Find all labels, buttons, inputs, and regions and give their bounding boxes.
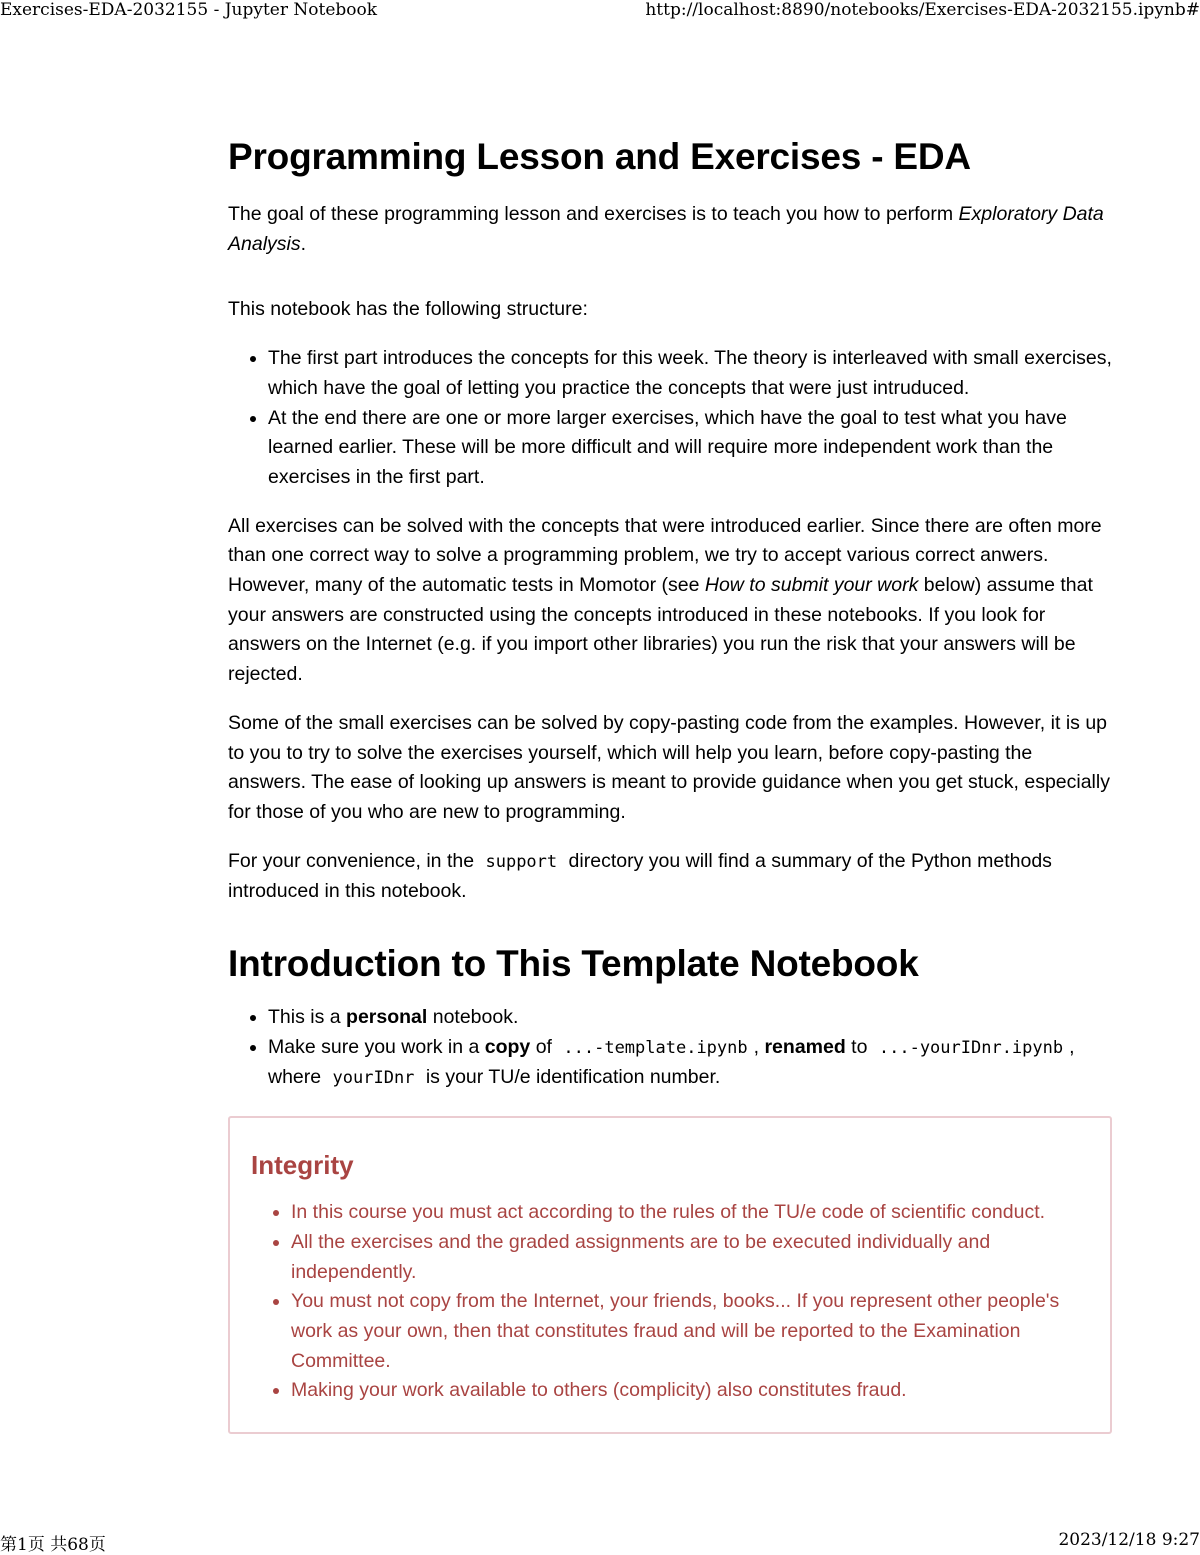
intro-heading: Introduction to This Template Notebook: [228, 943, 919, 985]
print-header-title: Exercises-EDA-2032155 - Jupyter Notebook: [0, 0, 378, 20]
item-text: , where: [268, 1035, 1075, 1089]
exercises-text-2: below) assume that your answers are constructed using the concepts introduced in these notebooks. If you look for answers on the Internet (e.g. if you import other libraries) you run the risk that your answers will be rejected.: [228, 574, 1093, 686]
exercises-text-1: All exercises can be solved with the concepts that were introduced earlier. Since there are often more than one correct way to solve a programming problem, we try to accept various correct anwers. However, many of the automatic tests in Momotor (see: [228, 514, 1102, 597]
support-code: support: [485, 851, 558, 872]
print-header: [0, 0, 1200, 24]
list-item: • At the end there are one or more larger exercises, which have the goal to test what you have learned earlier. These will be more difficult and will require more independent work than the exercises in the first part.: [268, 404, 1112, 493]
list-item: • Making your work available to others (complicity) also constitutes fraud.: [291, 1376, 1090, 1406]
copy-bold: copy: [484, 1035, 531, 1058]
notebook-content: [228, 134, 1112, 1434]
list-item: • The first part introduces the concepts for this week. The theory is interleaved with small exercises, which have the goal of letting you practice the concepts that were just intruduced.: [268, 344, 1112, 403]
goal-paragraph: [228, 200, 1112, 259]
renamed-bold: renamed: [764, 1035, 846, 1058]
structure-list: [228, 344, 1112, 493]
item-text: notebook.: [427, 1006, 519, 1029]
item-text: of: [530, 1035, 558, 1058]
print-datetime: 2023/12/18 9:27: [1058, 1530, 1200, 1550]
convenience-text-2: directory you will find a summary of the Python methods introduced in this notebook.: [228, 849, 1052, 903]
exercises-paragraph: [228, 512, 1112, 690]
copy-paste-paragraph: Some of the small exercises can be solved by copy-pasting code from the examples. However, it is up to you to try to solve the exercises yourself, which will help you learn, before copy-pasting the answers. The ease of looking up answers is meant to provide guidance when you get stuck, especially for those of you who are new to programming.: [228, 711, 1110, 823]
list-item: [268, 1003, 1112, 1033]
print-footer: [0, 1530, 1200, 1554]
print-header-url: http://localhost:8890/notebooks/Exercises-EDA-2032155.ipynb#: [645, 0, 1200, 20]
lesson-heading: Programming Lesson and Exercises - EDA: [228, 136, 971, 177]
integrity-list: [251, 1198, 1090, 1406]
item-text: to: [845, 1035, 873, 1058]
list-item: [268, 1033, 1112, 1094]
list-item: • In this course you must act according to the rules of the TU/e code of scientific conduct.: [291, 1198, 1090, 1228]
personal-bold: personal: [346, 1006, 428, 1029]
renamed-filename-code: ...-yourIDnr.ipynb: [878, 1037, 1064, 1058]
integrity-alert: [228, 1116, 1112, 1434]
id-code: yourIDnr: [332, 1068, 415, 1089]
template-filename-code: ...-template.ipynb: [563, 1037, 748, 1058]
structure-intro: This notebook has the following structure:: [228, 298, 588, 321]
convenience-paragraph: [228, 847, 1112, 907]
page-number: 第1页 共68页: [0, 1535, 106, 1555]
integrity-heading: Integrity: [251, 1150, 354, 1181]
list-item: • All the exercises and the graded assignments are to be executed individually and independently.: [291, 1228, 1090, 1287]
item-text: This is a: [268, 1006, 347, 1029]
goal-end: .: [300, 232, 307, 255]
item-text: ,: [753, 1035, 765, 1058]
item-text: Make sure you work in a: [268, 1035, 485, 1058]
item-text: is your TU/e identification number.: [420, 1066, 721, 1089]
submit-work-emphasis: How to submit your work: [704, 574, 919, 597]
goal-text: The goal of these programming lesson and exercises is to teach you how to perform: [228, 203, 959, 225]
intro-list: [228, 1003, 1112, 1094]
list-item: • You must not copy from the Internet, your friends, books... If you represent other people's work as your own, then that constitutes fraud and will be reported to the Examination Committee.: [291, 1287, 1090, 1376]
goal-emphasis: Exploratory Data Analysis: [228, 203, 1104, 255]
convenience-text-1: For your convenience, in the: [228, 849, 480, 872]
